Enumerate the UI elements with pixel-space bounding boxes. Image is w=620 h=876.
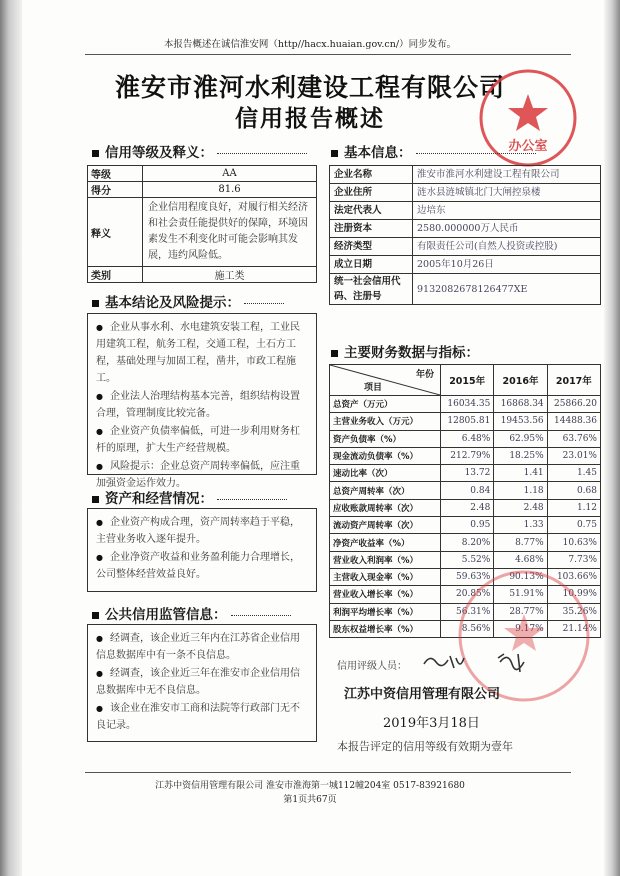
bullet-icon: ● — [96, 518, 103, 527]
metric-value: 28.77% — [494, 603, 547, 620]
bullet-icon: ● — [96, 669, 103, 678]
list-item: ● 风险提示：企业总资产周转率偏低，应注重加强资金运作效力。 — [96, 461, 300, 489]
grade-label: 等级 — [88, 166, 143, 182]
bullet-icon: ● — [96, 462, 103, 471]
basic-value: 91320826781264​77XE — [413, 274, 601, 305]
issue-date: 2019年3月18日 — [383, 716, 480, 731]
metric-name: 速动比率（次） — [330, 465, 441, 482]
basic-info-heading: 基本信息： — [331, 141, 536, 161]
metric-value: 2.48 — [494, 499, 547, 516]
metric-name: 现金流动负债率（%） — [330, 447, 441, 464]
publish-notice: 本报告概述在诚信淮安网（http//hacx.huaian.gov.cn/）同步发布。 — [163, 39, 457, 50]
list-item: ● 经调查，该企业近三年内在江苏省企业信用信息数据库中有一条不良信息。 — [96, 633, 300, 661]
list-item: ● 企业资产构成合理，资产周转率趋于平稳，主营业务收入逐年提升。 — [96, 517, 300, 545]
evaluator-label: 信用评级人员： — [337, 661, 407, 672]
item-header: 项目 — [364, 383, 383, 393]
list-item: ● 企业资产负债率偏低，可进一步利用财务杠杆的原理，扩大生产经营规模。 — [96, 426, 300, 454]
metric-value: 1.41 — [494, 465, 547, 482]
square-bullet-icon — [92, 612, 99, 619]
metric-value: 7.73% — [547, 551, 600, 568]
square-bullet-icon — [92, 150, 99, 157]
metric-value: 63.76% — [547, 430, 600, 447]
basic-label: 统一社会信用代码、注册号 — [330, 274, 413, 305]
conclusion-box — [87, 313, 317, 489]
basic-info-table — [329, 165, 601, 305]
issuer-company: 江苏中资信用管理有限公司 — [344, 687, 501, 702]
conclusion-heading: 基本结论及风险提示： — [92, 291, 284, 311]
metric-value: 1.18 — [494, 482, 547, 499]
metric-value: 9.17% — [494, 620, 547, 637]
metric-value: 16868.34 — [494, 396, 547, 413]
metric-value: 1.33 — [494, 517, 547, 534]
metric-value: 8.56% — [441, 620, 494, 637]
basic-label: 法定代表人 — [330, 202, 413, 220]
square-bullet-icon — [331, 150, 338, 157]
table-row — [330, 447, 601, 464]
metric-value: 8.77% — [494, 534, 547, 551]
footer-rule — [85, 772, 571, 773]
bullet-icon: ● — [96, 553, 103, 562]
list-item: ● 企业从事水利、水电建筑安装工程，工业民用建筑工程，航务工程，交通工程，土石方工程，基础处理与加固工程，凿井，市政工程施工。 — [96, 322, 300, 384]
metric-value: 10.63% — [547, 534, 600, 551]
basic-label: 成立日期 — [330, 256, 413, 274]
metric-value: 21.14% — [547, 620, 600, 637]
metric-name: 利润平均增长率（%） — [330, 603, 441, 620]
supervision-heading: 公共信用监管信息： — [92, 603, 291, 623]
table-row — [330, 534, 601, 551]
metric-name: 资产负债率（%） — [330, 430, 441, 447]
metric-name: 营业收入利润率（%） — [330, 551, 441, 568]
metric-value: 59.63% — [441, 568, 494, 585]
list-item: ● 经调查，该企业近三年在淮安市企业信用信息数据库中无不良信息。 — [96, 668, 300, 696]
table-row — [330, 430, 601, 447]
metric-value: 23.01% — [547, 447, 600, 464]
credit-heading: 信用等级及释义： — [92, 141, 307, 161]
metric-name: 总资产周转率（次） — [330, 482, 441, 499]
supervision-box — [87, 624, 317, 742]
metric-value: 62.95% — [494, 430, 547, 447]
table-corner-header — [330, 365, 441, 396]
metric-value: 0.84 — [441, 482, 494, 499]
list-item: ● 企业净资产收益和业务盈利能力合理增长，公司整体经营效益良好。 — [96, 552, 300, 580]
assets-heading: 资产和经营情况： — [92, 487, 287, 507]
grade-value: AA — [143, 166, 317, 182]
basic-value: 涟水县涟城镇北门大闸控泉楼 — [413, 184, 601, 202]
metric-name: 主营收入现金率（%） — [330, 568, 441, 585]
metric-value: 25866.20 — [547, 396, 600, 413]
credit-table — [87, 165, 317, 283]
metric-value: 90.13% — [494, 568, 547, 585]
metric-value: 1.45 — [547, 465, 600, 482]
bullet-icon: ● — [96, 634, 103, 643]
basic-value: 淮安市淮河水利建设工程有限公司 — [413, 166, 601, 184]
basic-label: 注册资本 — [330, 220, 413, 238]
table-row — [330, 517, 601, 534]
metric-name: 流动资产周转率（次） — [330, 517, 441, 534]
metric-value: 56.31% — [441, 603, 494, 620]
metric-value: 18.25% — [494, 447, 547, 464]
metric-name: 股东权益增长率（%） — [330, 620, 441, 637]
bullet-icon: ● — [96, 427, 103, 436]
footer-contact: 江苏中资信用管理有限公司 淮安市淮海第一城112幢204室 0517-83921680 — [155, 781, 465, 791]
report-subtitle: 信用报告概述 — [235, 105, 385, 132]
bullet-icon: ● — [96, 392, 103, 401]
metric-value: 20.85% — [441, 586, 494, 603]
metric-value: 8.20% — [441, 534, 494, 551]
basic-value: 边培东 — [413, 202, 601, 220]
meaning-value: 企业信用程度良好，对履行相关经济和社会责任能提供好的保障，环境因素发生不利变化时可能会影响其发展，违约风险低。 — [143, 198, 317, 267]
table-row — [330, 465, 601, 482]
metric-value: 212.79% — [441, 447, 494, 464]
metric-value: 19453.56 — [494, 413, 547, 430]
handwritten-signature — [420, 646, 540, 676]
basic-label: 企业名称 — [330, 166, 413, 184]
metric-name: 净资产收益率（%） — [330, 534, 441, 551]
metric-value: 10.99% — [547, 586, 600, 603]
metric-name: 应收账款周转率（次） — [330, 499, 441, 516]
metric-value: 2.48 — [441, 499, 494, 516]
metric-value: 6.48% — [441, 430, 494, 447]
financial-heading: 主要财务数据与指标： — [331, 341, 479, 361]
score-value: 81.6 — [143, 182, 317, 198]
metric-value: 35.26% — [547, 603, 600, 620]
basic-value: 有限责任公司(自然人投资或控股) — [413, 238, 601, 256]
basic-label: 经济类型 — [330, 238, 413, 256]
year-2015-header: 2015年 — [441, 365, 494, 396]
scan-edge-left — [0, 0, 22, 876]
metric-value: 1.12 — [547, 499, 600, 516]
seal-text: 办公室 — [508, 139, 548, 154]
square-bullet-icon — [92, 496, 99, 503]
metric-value: 0.68 — [547, 482, 600, 499]
page-number: 第1页共67页 — [283, 795, 337, 805]
report-company-title: 淮安市淮河水利建设工程有限公司 — [114, 73, 505, 102]
metric-value: 0.75 — [547, 517, 600, 534]
metric-value: 13.72 — [441, 465, 494, 482]
assets-box — [87, 508, 317, 592]
header-rule — [85, 54, 571, 55]
basic-label: 企业住所 — [330, 184, 413, 202]
year-header: 年份 — [415, 370, 434, 380]
table-row — [330, 413, 601, 430]
validity-note: 本报告评定的信用等级有效期为壹年 — [337, 740, 513, 753]
bullet-icon: ● — [96, 704, 103, 713]
metric-name: 营业收入增长率（%） — [330, 586, 441, 603]
score-label: 得分 — [88, 182, 143, 198]
square-bullet-icon — [92, 300, 99, 307]
bullet-icon: ● — [96, 323, 103, 332]
metric-value: 16034.35 — [441, 396, 494, 413]
metric-value: 103.66% — [547, 568, 600, 585]
meaning-label: 释义 — [88, 198, 143, 267]
basic-value: 2005年10月26日 — [413, 256, 601, 274]
table-row — [330, 482, 601, 499]
metric-value: 4.68% — [494, 551, 547, 568]
metric-value: 51.91% — [494, 586, 547, 603]
year-2016-header: 2016年 — [494, 365, 547, 396]
metric-value: 12805.81 — [441, 413, 494, 430]
table-row — [330, 499, 601, 516]
square-bullet-icon — [331, 350, 338, 357]
metric-value: 5.52% — [441, 551, 494, 568]
metric-name: 总资产（万元） — [330, 396, 441, 413]
metric-name: 主营业务收入（万元） — [330, 413, 441, 430]
year-2017-header: 2017年 — [547, 365, 600, 396]
category-value: 施工类 — [143, 267, 317, 283]
table-row — [330, 396, 601, 413]
metric-value: 0.95 — [441, 517, 494, 534]
list-item: ● 该企业在淮安市工商和法院等行政部门无不良记录。 — [96, 703, 300, 731]
list-item: ● 企业法人治理结构基本完善，组织结构设置合理，管理制度比较完备。 — [96, 391, 300, 419]
scan-edge-right — [604, 0, 620, 876]
category-label: 类别 — [88, 267, 143, 283]
metric-value: 14488.36 — [547, 413, 600, 430]
basic-value: 2580.000000万人民币 — [413, 220, 601, 238]
